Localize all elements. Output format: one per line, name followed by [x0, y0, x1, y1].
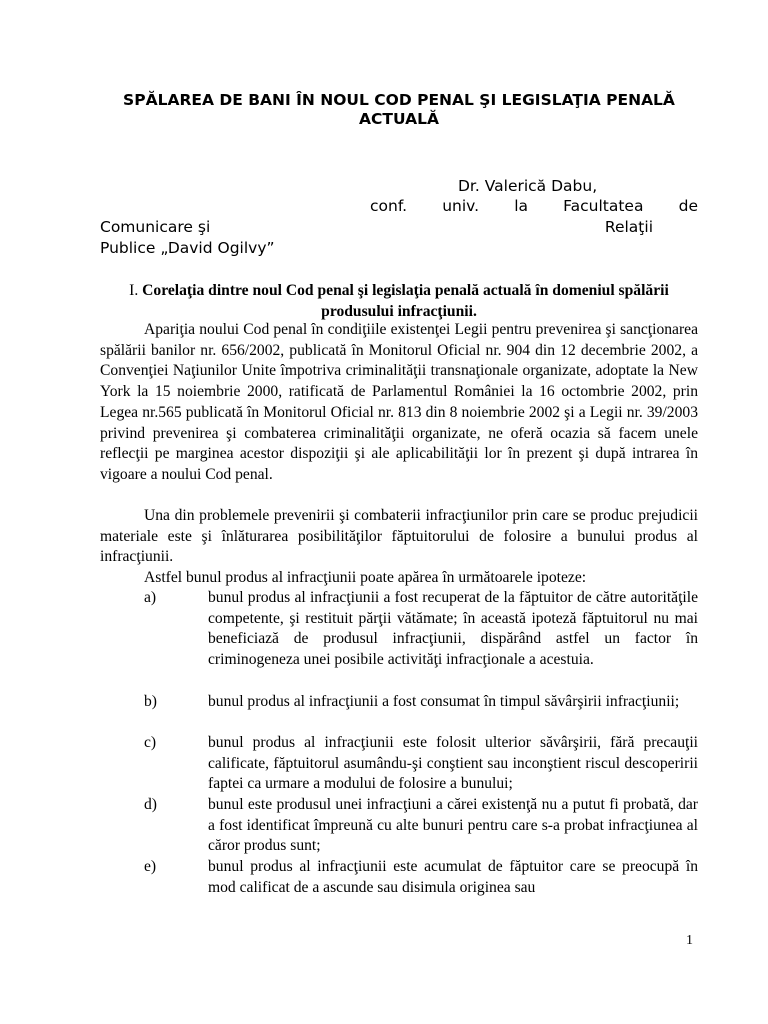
list-item-text: bunul este produsul unei infracţiuni a cărei existenţă nu a putut fi probată, dar a fost identificat împreună cu alte bunuri pentru care s-a probat infracţiunea al căror produs sunt;: [208, 796, 698, 855]
document-title: SPĂLAREA DE BANI ÎN NOUL COD PENAL ŞI LEGISLAŢIA PENALĂ ACTUALĂ: [123, 91, 675, 128]
author-name: Dr. Valerică Dabu,: [458, 177, 598, 195]
affiliation-word: de: [678, 197, 698, 215]
paragraph: Apariţia noului Cod penal în condiţiile existenţei Legii pentru prevenirea şi sancţionarea spălării banilor nr. 656/2002, publicată în Monitorul Oficial nr. 904 din 12 decembrie 2002, a Convenţiei Naţiunilor Unite împotriva criminalităţii transnaţionale organizate, adoptate la New York la 15 noiembrie 2000, ratificată de Parlamentul României la 16 octombrie 2002, prin Legea nr.565 publicată în Monitorul Oficial nr. 813 din 8 noiembrie 2002 şi a Legii nr. 39/2003 privind prevenirea şi combaterea criminalităţii organizate, ne oferă ocazia să facem unele reflecţii pe marginea acestor dispoziţii şi ale aplicabilităţii lor în prezent şi după intrarea în vigoare a noului Cod penal.: [100, 321, 698, 483]
affiliation-word: univ.: [442, 197, 480, 215]
affiliation-word: Relaţii: [604, 218, 653, 236]
section-heading-text: Corelaţia dintre noul Cod penal şi legislaţia penală actuală în domeniul spălării produsului infracţiunii.: [142, 282, 669, 320]
affiliation-word: la: [514, 197, 529, 215]
page-number: 1: [686, 933, 693, 948]
list-marker: d): [144, 796, 157, 813]
section-heading: [100, 281, 698, 322]
paragraph: Una din problemele prevenirii şi combaterii infracţiunilor prin care se produc prejudicii materiale este şi înlăturarea posibilităţilor făptuitorului de folosire a bunului produs al infracţiunii.: [100, 507, 698, 566]
list-marker: a): [144, 589, 157, 606]
paragraph: Astfel bunul produs al infracţiunii poate apărea în următoarele ipoteze:: [144, 569, 587, 586]
author-affiliation-line-2: [100, 217, 653, 238]
author-affiliation-line-1: [370, 196, 698, 217]
list-item-text: bunul produs al infracţiunii a fost recuperat de la făptuitor de către autorităţile competente, şi restituit părţii vătămate; în această ipoteză făptuitorul nu mai beneficiază de produsul infracţiunii, dispărând astfel un factor în criminogeneza unei posibile activităţi infracţionale a acestuia.: [208, 589, 698, 669]
section-number: I.: [129, 282, 139, 299]
list-marker: b): [144, 693, 157, 710]
list-item-text: bunul produs al infracţiunii este acumulat de făptuitor care se preocupă în mod calificat de a ascunde sau disimula originea sau: [208, 858, 698, 896]
affiliation-word: Comunicare şi: [100, 218, 211, 236]
affiliation-word: Facultatea: [563, 197, 644, 215]
list-marker: e): [144, 858, 157, 875]
list-marker: c): [144, 734, 157, 751]
list-item-text: bunul produs al infracţiunii este folosit ulterior săvârşirii, fără precauţii calificate, făptuitorul asumându-şi conştient sau inconştient riscul descoperirii faptei ca urmare a modului de folosire a bunului;: [208, 734, 698, 793]
author-affiliation-line-3: Publice „David Ogilvy”: [100, 239, 275, 257]
affiliation-word: conf.: [370, 197, 408, 215]
list-item-text: bunul produs al infracţiunii a fost consumat în timpul săvârşirii infracţiunii;: [208, 693, 680, 710]
